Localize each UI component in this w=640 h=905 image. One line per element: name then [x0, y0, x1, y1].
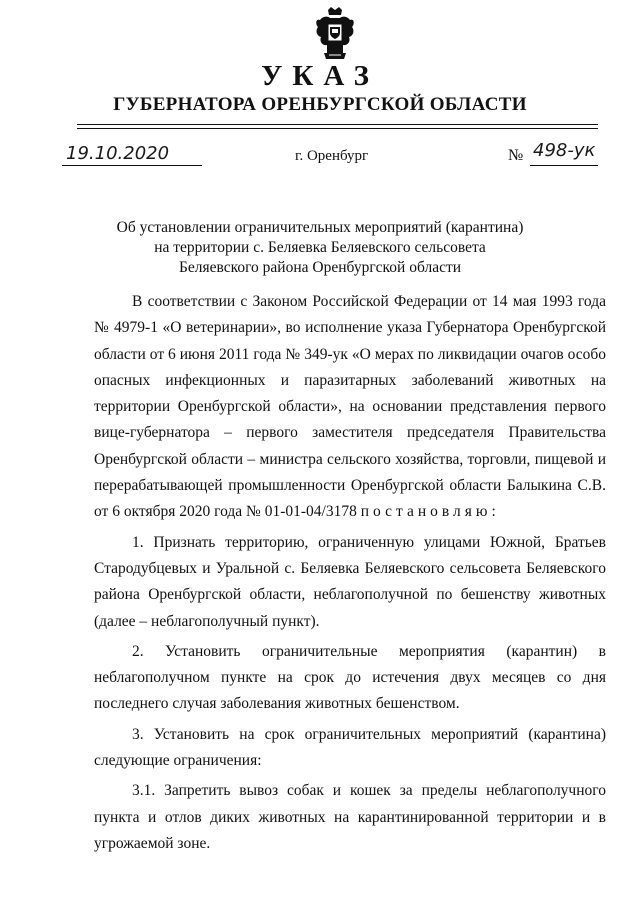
- document-body: [94, 289, 606, 861]
- clause-3-1: 3.1. Запретить вывоз собак и кошек за пределы неблагополучного пункта и отлов диких животных на карантинированной территории и в угрожаемой зоне.: [94, 782, 606, 852]
- preamble-paragraph: [94, 289, 606, 526]
- clause-1: 1. Признать территорию, ограниченную улицами Южной, Братьев Стародубцевых и Уральной с. Беляевка Беляевского сельсовета Беляевского района Оренбургской области, неблагополучной по бешенству животных (далее – неблагополучный пункт).: [94, 533, 606, 630]
- date-underline: [62, 165, 202, 166]
- header-divider: [77, 124, 598, 125]
- preamble-text: В соответствии с Законом Российской Федерации от 14 мая 1993 года № 4979-1 «О ветеринарии», во исполнение указа Губернатора Оренбургской области от 6 июня 2011 года № 349-ук «О мерах по ликвидации очагов особо опасных инфекционных и паразитарных заболеваний животных на территории Оренбургской области», на основании представления первого вице-губернатора – первого заместителя председателя Правительства Оренбургской области – министра сельского хозяйства, торговли, пищевой и перерабатывающей промышленности Оренбургской области Балыкина С.В. от 6 октября 2020 года № 01-01-04/3178: [94, 293, 606, 521]
- header-divider-thin: [77, 128, 598, 129]
- number-underline: [530, 165, 598, 166]
- clause-3: 3. Установить на срок ограничительных мероприятий (карантина) следующие ограничения:: [94, 725, 606, 770]
- heading-line-3: Беляевского района Оренбургской области: [178, 259, 462, 276]
- heading-line-2: на территории с. Беляевка Беляевского сельсовета: [154, 239, 486, 256]
- decree-resolution-word: постановляю:: [360, 503, 500, 521]
- decree-city: г. Оренбург: [295, 148, 369, 164]
- number-sign: №: [508, 147, 524, 164]
- clause-2: 2. Установить ограничительные мероприятия (карантин) в неблагополучном пункте на срок до истечения двух месяцев со дня последнего случая заболевания животных бешенством.: [94, 642, 606, 713]
- document-heading: [60, 218, 580, 278]
- decree-title: УКАЗ: [261, 60, 379, 92]
- decree-number: 498-ук: [533, 140, 596, 161]
- coat-of-arms-icon: [314, 6, 356, 62]
- decree-issuer: ГУБЕРНАТОРА ОРЕНБУРГСКОЙ ОБЛАСТИ: [113, 94, 527, 115]
- heading-line-1: Об установлении ограничительных мероприятий (карантина): [116, 219, 524, 236]
- decree-date: 19.10.2020: [66, 143, 170, 164]
